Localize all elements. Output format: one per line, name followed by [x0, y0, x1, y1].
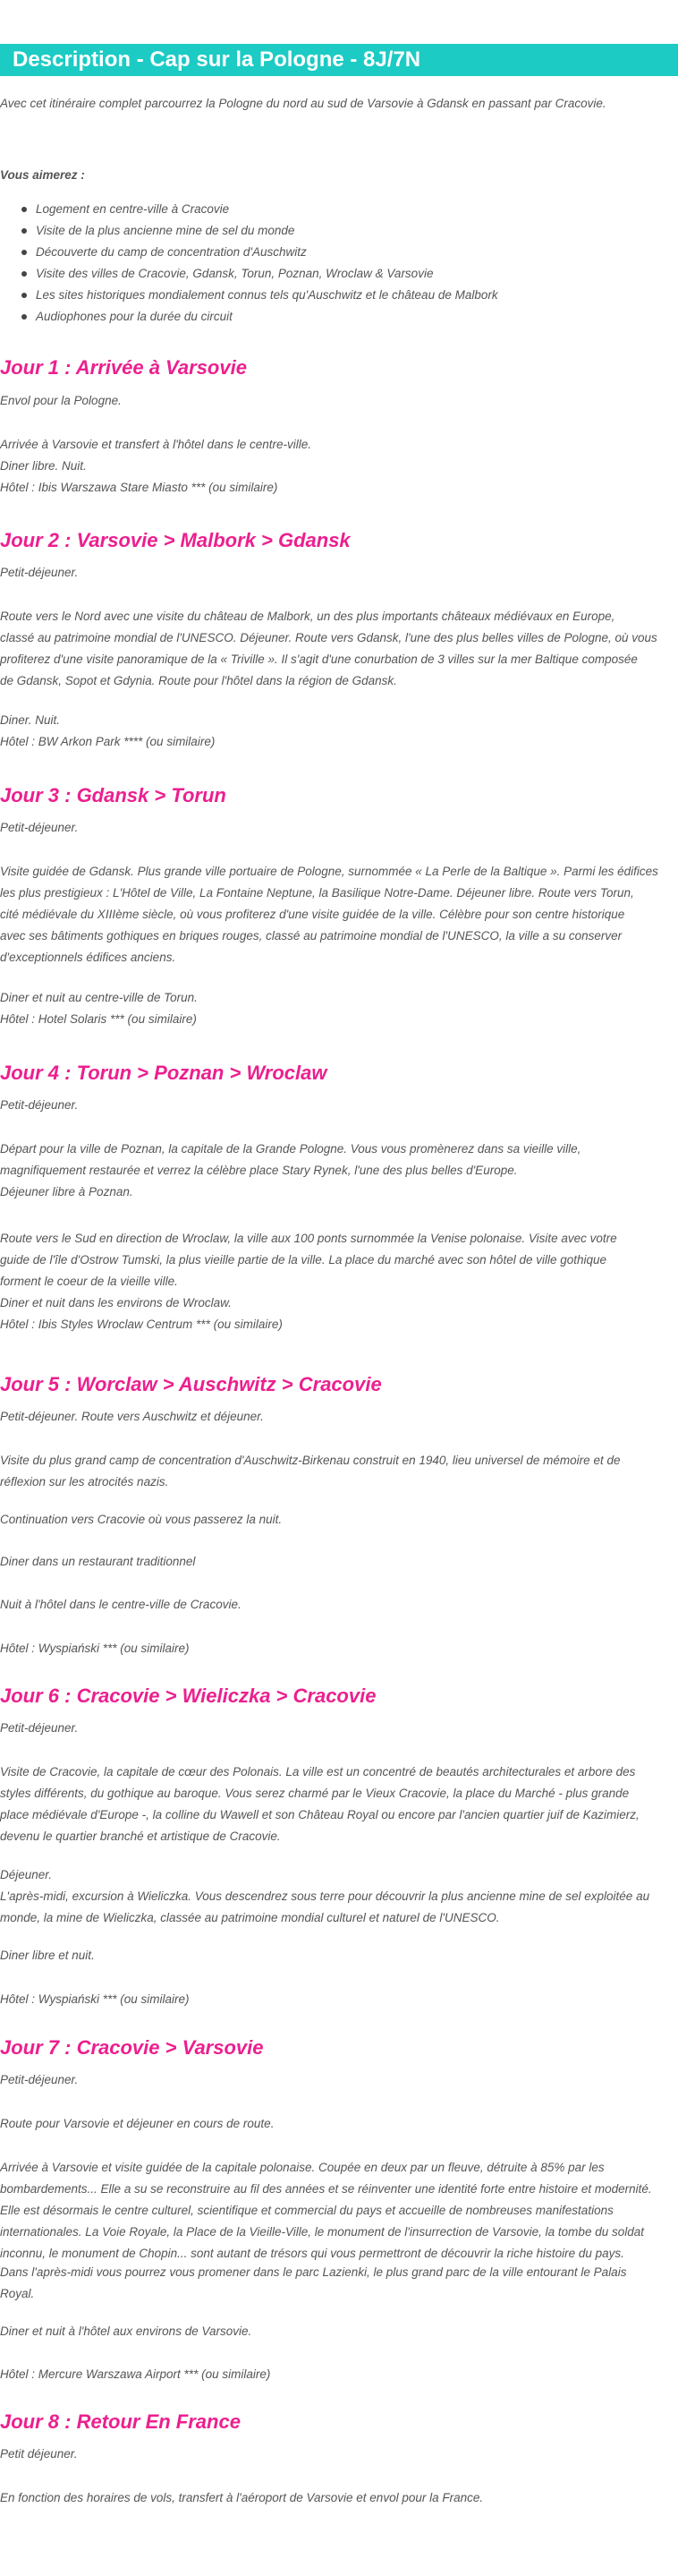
day-title: Jour 5 : Worclaw > Auschwitz > Cracovie: [0, 1373, 382, 1395]
text-line: Visite du plus grand camp de concentration d'Auschwitz-Birkenau construit en 1940, lieu universel de mémoire et de: [0, 1454, 621, 1467]
text-line: monde, la mine de Wieliczka, classée au patrimoine mondial culturel et naturel de l'UNESCO.: [0, 1911, 500, 1924]
text-line: Hôtel : Wyspiański *** (ou similaire): [0, 1642, 190, 1655]
text-line: Envol pour la Pologne.: [0, 394, 122, 407]
day-paragraph: [0, 2262, 678, 2305]
description-header: [0, 44, 678, 76]
day-paragraph: [0, 1450, 678, 1493]
text-line: L'après-midi, excursion à Wieliczka. Vous descendrez sous terre pour découvrir la plus ancienne mine de sel exploitée au: [0, 1889, 650, 1903]
list-item: Audiophones pour la durée du circuit: [0, 306, 498, 328]
text-line: Diner dans un restaurant traditionnel: [0, 1555, 196, 1568]
list-item: Logement en centre-ville à Cracovie: [0, 199, 498, 220]
list-item: Visite de la plus ancienne mine de sel du monde: [0, 220, 498, 242]
day-title: Jour 6 : Cracovie > Wieliczka > Cracovie: [0, 1685, 377, 1707]
text-line: styles différents, du gothique au baroque. Vous serez charmé par le Vieux Cracovie, la place du Marché - plus grande: [0, 1787, 630, 1800]
text-line: Hôtel : Ibis Warszawa Stare Miasto *** (ou similaire): [0, 481, 278, 494]
day-paragraph: [0, 817, 678, 839]
text-line: avec ses bâtiments gothiques en briques rouges, classé au patrimoine mondial de l'UNESCO, la ville a su conserver: [0, 929, 623, 943]
bullet-icon: [21, 314, 27, 320]
highlights-list: [0, 199, 498, 328]
day-paragraph: [0, 606, 678, 692]
text-line: d'exceptionnels édifices anciens.: [0, 951, 176, 964]
text-line: inconnu, le monument de Chopin... sont autant de trésors qui vous permettront de découvrir la riche histoire du pays.: [0, 2247, 624, 2260]
day-paragraph: [0, 2487, 678, 2509]
text-line: profiterez d'une visite panoramique de la « Triville ». Il s'agit d'une conurbation de 3 villes sur la mer Baltique composée: [0, 653, 638, 666]
text-line: cité médiévale du XIIIème siècle, où vous profiterez d'une visite guidée de la ville. Célèbre pour son centre historique: [0, 908, 625, 921]
text-line: Nuit à l'hôtel dans le centre-ville de Cracovie.: [0, 1598, 242, 1611]
text-line: Route vers le Sud en direction de Wroclaw, la ville aux 100 ponts surnommée la Venise polonaise. Visite avec votre: [0, 1232, 617, 1245]
text-line: Petit-déjeuner.: [0, 1721, 79, 1735]
text-line: bombardements... Elle a su se reconstruire au fil des années et se réinventer une identité forte entre histoire et modernité.: [0, 2182, 652, 2196]
text-line: Diner libre et nuit.: [0, 1949, 95, 1962]
day-title: Jour 7 : Cracovie > Varsovie: [0, 2036, 264, 2059]
text-line: Départ pour la ville de Poznan, la capitale de la Grande Pologne. Vous vous promènerez dans sa vieille ville,: [0, 1142, 581, 1156]
text-line: Visite guidée de Gdansk. Plus grande ville portuaire de Pologne, surnommée « La Perle de la Baltique ». Parmi les édifices: [0, 865, 658, 878]
text-line: internationales. La Voie Royale, la Place de la Vieille-Ville, le monument de l'insurrection de Varsovie, la tombe du soldat: [0, 2225, 644, 2239]
day-title: Jour 1 : Arrivée à Varsovie: [0, 356, 247, 379]
text-line: classé au patrimoine mondial de l'UNESCO. Déjeuner. Route vers Gdansk, l'une des plus belles villes de Pologne, où vous: [0, 631, 657, 644]
text-line: Elle est désormais le centre culturel, scientifique et commercial du pays et accueille de nombreuses manifestations: [0, 2204, 614, 2217]
bullet-icon: [21, 250, 27, 255]
day-paragraph: [0, 1509, 678, 1531]
text-line: les plus prestigieux : L'Hôtel de Ville, La Fontaine Neptune, la Basilique Notre-Dame. Déjeuner libre. Route vers Torun,: [0, 886, 634, 900]
day-paragraph: [0, 2113, 678, 2135]
text-line: Hôtel : Ibis Styles Wroclaw Centrum *** (ou similaire): [0, 1318, 283, 1331]
text-line: devenu le quartier branché et artistique de Cracovie.: [0, 1830, 281, 1843]
bullet-icon: [21, 271, 27, 277]
text-line: place médiévale d'Europe -, la colline du Wawell et son Château Royal ou encore par l'ancien quartier juif de Kazimierz,: [0, 1808, 640, 1821]
day-paragraph: [0, 2157, 678, 2265]
day-paragraph: [0, 562, 678, 584]
day-paragraph: [0, 2444, 678, 2465]
text-line: Hôtel : Mercure Warszawa Airport *** (ou similaire): [0, 2367, 271, 2381]
day-title: Jour 3 : Gdansk > Torun: [0, 784, 226, 806]
day-paragraph: [0, 2364, 678, 2385]
day-paragraph: [0, 1989, 678, 2010]
day-paragraph: [0, 1551, 678, 1573]
text-line: Diner et nuit à l'hôtel aux environs de Varsovie.: [0, 2324, 252, 2338]
love-title: Vous aimerez :: [0, 168, 85, 182]
day-paragraph: [0, 1864, 678, 1929]
text-line: Diner et nuit dans les environs de Wroclaw.: [0, 1296, 232, 1309]
text-line: Hôtel : Wyspiański *** (ou similaire): [0, 1992, 190, 2006]
text-line: Diner et nuit au centre-ville de Torun.: [0, 991, 198, 1004]
text-line: réflexion sur les atrocités nazis.: [0, 1475, 169, 1488]
text-line: Petit-déjeuner. Route vers Auschwitz et déjeuner.: [0, 1410, 264, 1423]
bullet-icon: [21, 207, 27, 212]
page-title: Description - Cap sur la Pologne - 8J/7N: [13, 47, 421, 72]
day-paragraph: [0, 434, 678, 499]
day-paragraph: [0, 987, 678, 1030]
text-line: de Gdansk, Sopot et Gdynia. Route pour l'hôtel dans la région de Gdansk.: [0, 674, 397, 687]
day-paragraph: [0, 1594, 678, 1616]
list-item: Les sites historiques mondialement connus tels qu'Auschwitz et le château de Malbork: [0, 285, 498, 306]
text-line: magnifiquement restaurée et verrez la célèbre place Stary Rynek, l'une des plus belles d'Europe.: [0, 1164, 518, 1177]
text-line: Petit-déjeuner.: [0, 2073, 79, 2086]
bullet-icon: [21, 228, 27, 234]
text-line: En fonction des horaires de vols, transfert à l'aéroport de Varsovie et envol pour la France.: [0, 2491, 484, 2504]
text-line: Dans l'après-midi vous pourrez vous promener dans le parc Lazienki, le plus grand parc de la ville entourant le Palais: [0, 2265, 627, 2279]
day-paragraph: [0, 1139, 678, 1203]
text-line: Continuation vers Cracovie où vous passerez la nuit.: [0, 1513, 283, 1526]
day-title: Jour 2 : Varsovie > Malbork > Gdansk: [0, 529, 351, 551]
text-line: Petit déjeuner.: [0, 2447, 78, 2461]
day-paragraph: [0, 1638, 678, 1659]
list-item: Découverte du camp de concentration d'Auschwitz: [0, 242, 498, 263]
text-line: Hôtel : Hotel Solaris *** (ou similaire): [0, 1012, 197, 1026]
bullet-icon: [21, 293, 27, 298]
text-line: forment le coeur de la vieille ville.: [0, 1275, 178, 1288]
day-paragraph: [0, 1945, 678, 1966]
text-line: Arrivée à Varsovie et visite guidée de la capitale polonaise. Coupée en deux par un fleuve, détruite à 85% par les: [0, 2161, 605, 2174]
day-paragraph: [0, 2069, 678, 2091]
text-line: Route vers le Nord avec une visite du château de Malbork, un des plus importants châteaux médiévaux en Europe,: [0, 610, 615, 623]
day-title: Jour 8 : Retour En France: [0, 2410, 241, 2433]
day-paragraph: [0, 390, 678, 412]
day-title: Jour 4 : Torun > Poznan > Wroclaw: [0, 1062, 327, 1084]
day-paragraph: [0, 1406, 678, 1428]
day-paragraph: [0, 1718, 678, 1739]
text-line: Route pour Varsovie et déjeuner en cours de route.: [0, 2117, 275, 2130]
intro-text: Avec cet itinéraire complet parcourrez la Pologne du nord au sud de Varsovie à Gdansk en passant par Cracovie.: [0, 97, 606, 110]
text-line: guide de l'île d'Ostrow Tumski, la plus vieille partie de la ville. La place du marché avec son hôtel de ville gothique: [0, 1253, 607, 1267]
text-line: Royal.: [0, 2287, 35, 2300]
day-paragraph: [0, 1761, 678, 1847]
text-line: Petit-déjeuner.: [0, 821, 79, 834]
text-line: Déjeuner.: [0, 1868, 53, 1881]
day-paragraph: [0, 710, 678, 753]
text-line: Petit-déjeuner.: [0, 566, 79, 579]
text-line: Petit-déjeuner.: [0, 1098, 79, 1112]
text-line: Diner. Nuit.: [0, 713, 61, 727]
day-paragraph: [0, 2321, 678, 2342]
text-line: Déjeuner libre à Poznan.: [0, 1185, 133, 1198]
text-line: Hôtel : BW Arkon Park **** (ou similaire): [0, 735, 216, 748]
day-paragraph: [0, 1095, 678, 1116]
text-line: Visite de Cracovie, la capitale de cœur des Polonais. La ville est un concentré de beautés architecturales et arbore des: [0, 1765, 636, 1778]
day-paragraph: [0, 861, 678, 968]
list-item: Visite des villes de Cracovie, Gdansk, Torun, Poznan, Wroclaw & Varsovie: [0, 263, 498, 285]
day-paragraph: [0, 1228, 678, 1335]
text-line: Diner libre. Nuit.: [0, 459, 87, 473]
text-line: Arrivée à Varsovie et transfert à l'hôtel dans le centre-ville.: [0, 438, 311, 451]
